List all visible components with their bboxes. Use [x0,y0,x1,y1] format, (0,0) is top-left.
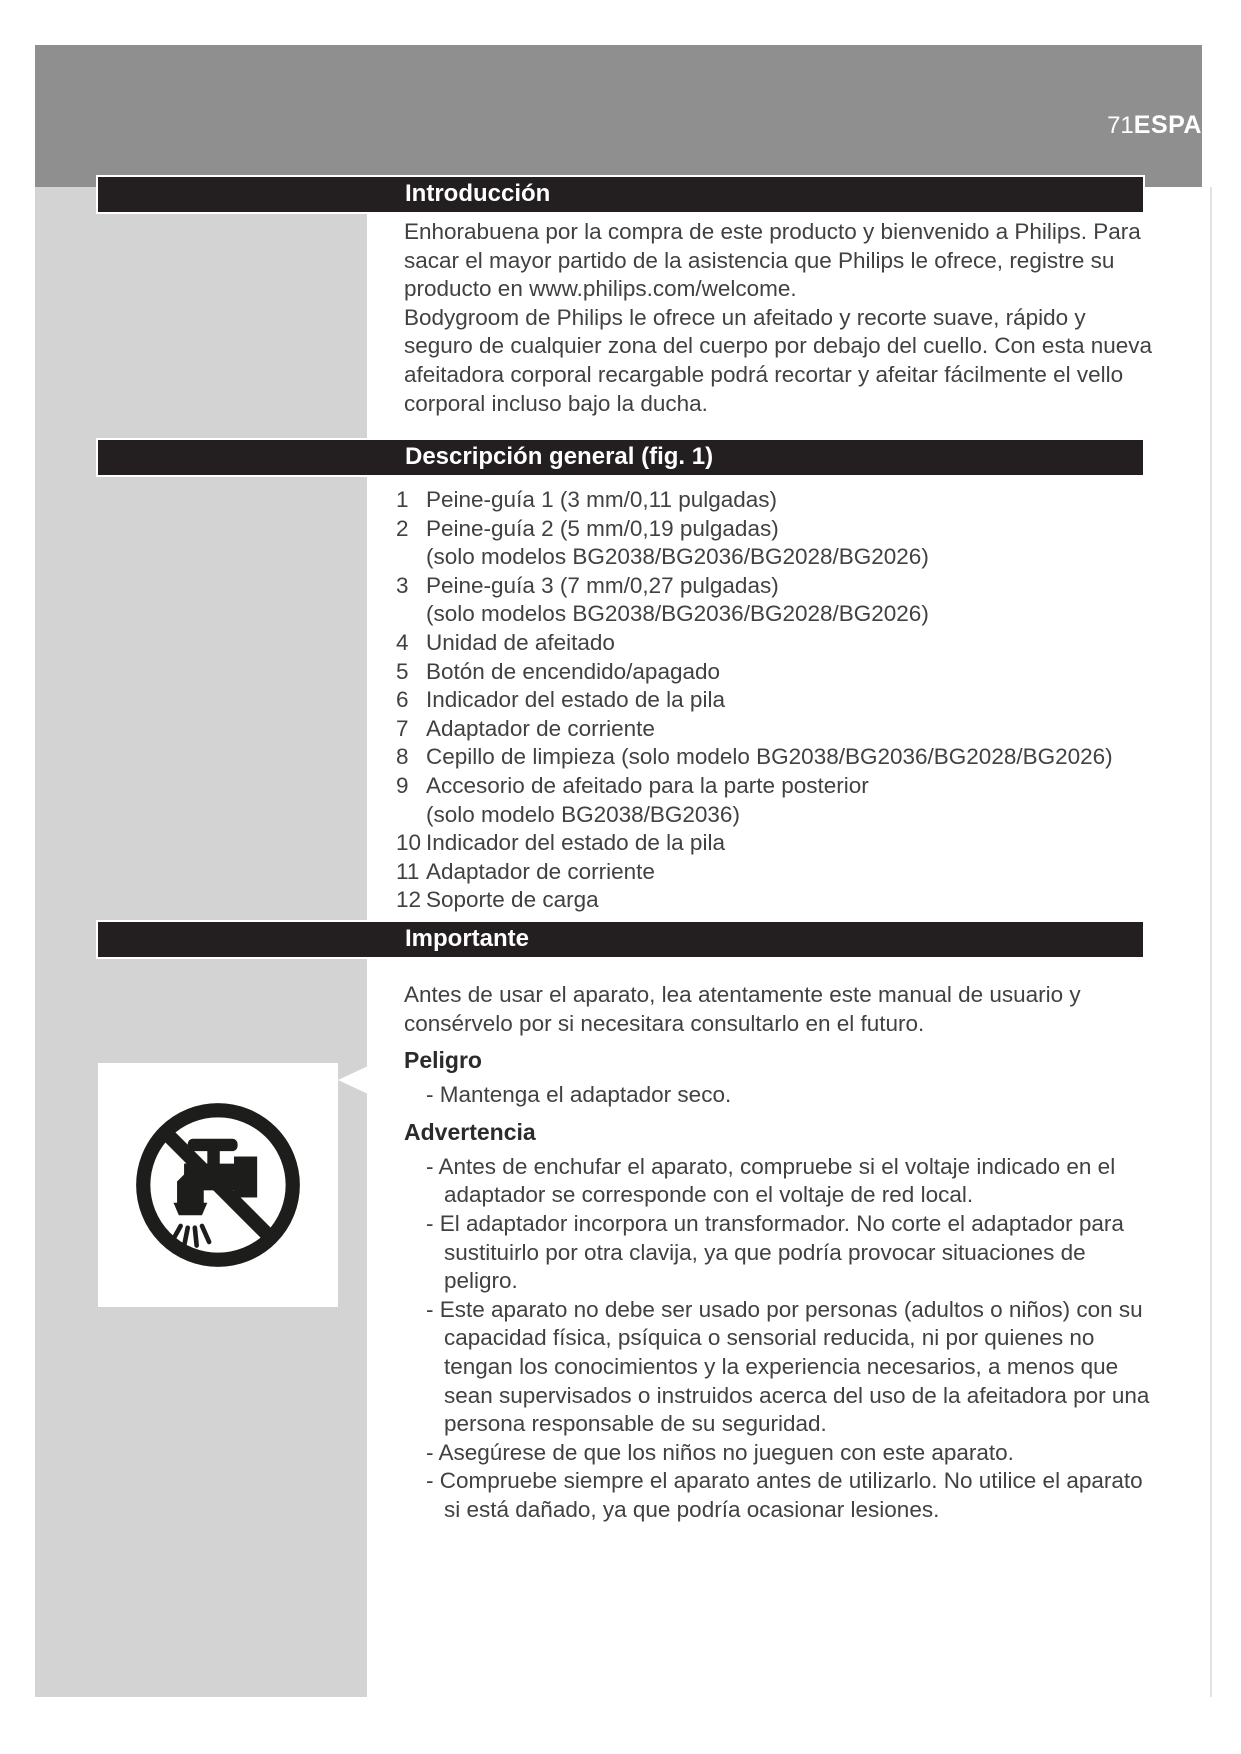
page-number: 71 [1107,112,1134,139]
list-item-number: 6 [396,687,409,713]
list-item-number: 9 [396,772,409,798]
list-item [396,858,1160,887]
intro-paragraph: Bodygroom de Philips le ofrece un afeitado y recorte suave, rápido y seguro de cualquier zona del cuerpo por debajo del cuello. Con esta nueva afeitadora corporal recargable podrá recortar y afeitar fácilmente el vello corporal incluso bajo la ducha. [404,304,1153,416]
list-item-text: Indicador del estado de la pila [426,830,725,856]
list-item [396,829,1160,858]
section-bar-descripcion [96,438,1145,477]
section-title-importante: Importante [405,925,530,952]
list-item [396,772,1160,801]
list-item [396,686,1160,715]
list-item [396,572,1160,601]
intro-paragraph: Enhorabuena por la compra de este producto y bienvenido a Philips. Para sacar el mayor partido de la asistencia que Philips le ofrece, registre su producto en www.philips.com/welcome. [404,219,1141,302]
list-item [396,658,1160,687]
importante-intro: Antes de usar el aparato, lea atentamente este manual de usuario y consérvelo por si necesitara consultarlo en el futuro. [404,982,1081,1036]
peligro-heading: Peligro [404,1047,482,1074]
advertencia-item: - Este aparato no debe ser usado por personas (adultos o niños) con su capacidad física, psíquica o sensorial reducida, ni por quienes no tengan los conocimientos y la experiencia necesarios, a menos que sean supervisados o instruidos acerca del uso de la afeitadora por una persona responsable de su seguridad. [404,1296,1160,1439]
list-item [396,486,1160,515]
list-item-text: Adaptador de corriente [426,715,655,741]
list-item-text: Accesorio de afeitado para la parte posterior [426,772,869,798]
section-title-introduccion: Introducción [405,180,551,207]
advertencia-heading: Advertencia [404,1118,536,1145]
list-item-text: Unidad de afeitado [426,629,615,655]
warning-icon-box [98,1063,338,1307]
no-water-tap-icon [129,1096,307,1274]
page-header [1107,111,1202,140]
importante-body [404,981,1160,1525]
page-edge-line [1210,187,1212,1697]
list-item-text: Cepillo de limpieza (solo modelo BG2038/BG2036/BG2028/BG2026) [426,744,1113,770]
header-band [35,45,1202,187]
list-item [396,743,1160,772]
list-item-text: Peine-guía 3 (7 mm/0,27 pulgadas) [426,572,779,598]
advertencia-item: - El adaptador incorpora un transformador. No corte el adaptador para sustituirlo por otra clavija, ya que podría provocar situaciones de peligro. [404,1210,1160,1296]
list-item-number: 11 [396,858,420,884]
list-item-number: 1 [396,487,409,512]
introduccion-body [404,218,1160,418]
list-item-text: Botón de encendido/apagado [426,658,721,684]
list-item-text: Adaptador de corriente [426,858,655,884]
section-bar-introduccion [96,175,1145,214]
list-item [396,515,1160,544]
language-label: ESPA [1133,111,1202,139]
advertencia-item: - Asegúrese de que los niños no jueguen con este aparato. [404,1439,1160,1468]
list-item-number: 2 [396,515,409,541]
list-item-number: 10 [396,830,422,856]
list-item-note: (solo modelos BG2038/BG2036/BG2028/BG2026) [426,544,929,570]
parts-list [396,486,1160,915]
list-item [396,715,1160,744]
section-bar-importante [96,920,1145,959]
list-item-text: Peine-guía 1 (3 mm/0,11 pulgadas) [426,487,778,512]
list-item-number: 4 [396,629,409,655]
list-item-note: (solo modelo BG2038/BG2036) [426,801,740,827]
list-item-text: Soporte de carga [426,887,599,913]
list-item [396,886,1160,915]
advertencia-item: - Compruebe siempre el aparato antes de utilizarlo. No utilice el aparato si está dañado, ya que podría ocasionar lesiones. [404,1467,1160,1524]
peligro-item: - Mantenga el adaptador seco. [404,1081,1160,1110]
list-item-number: 8 [396,744,409,770]
list-item-text: Indicador del estado de la pila [426,687,725,713]
list-item-text: Peine-guía 2 (5 mm/0,19 pulgadas) [426,515,779,541]
list-item-number: 7 [396,715,409,741]
list-item-number: 5 [396,658,409,684]
list-item-note: (solo modelos BG2038/BG2036/BG2028/BG2026) [426,601,929,627]
advertencia-item: - Antes de enchufar el aparato, compruebe si el voltaje indicado en el adaptador se corresponde con el voltaje de red local. [404,1153,1160,1210]
list-item-number: 3 [396,572,409,598]
list-item [396,629,1160,658]
section-title-descripcion: Descripción general (fig. 1) [405,443,714,470]
list-item-number: 12 [396,887,422,913]
